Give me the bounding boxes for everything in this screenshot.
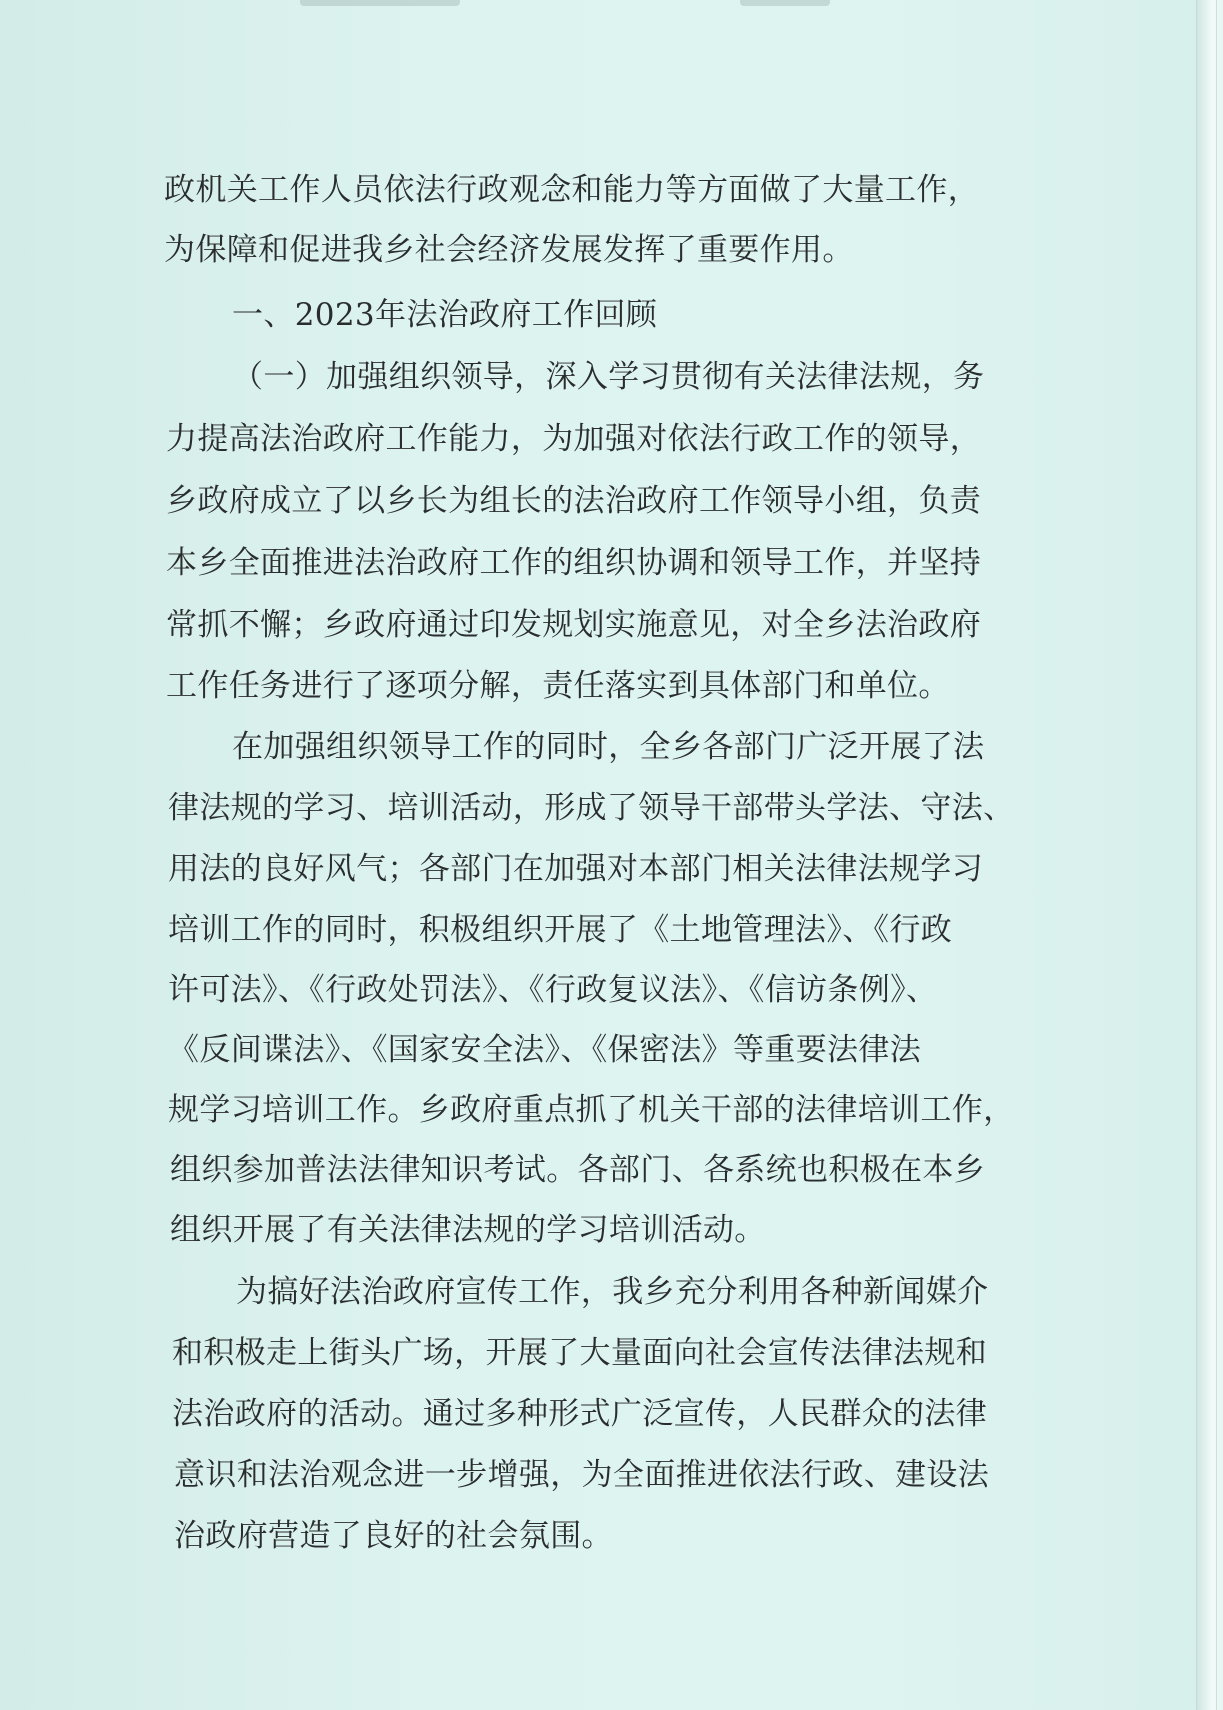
text-line: 和积极走上街头广场，开展了大量面向社会宣传法律法规和 bbox=[172, 1335, 988, 1371]
text-line: 律法规的学习、培训活动，形成了领导干部带头学法、守法、 bbox=[168, 790, 1015, 826]
text-line: 常抓不懈；乡政府通过印发规划实施意见，对全乡法治政府 bbox=[166, 607, 982, 643]
text-line: 乡政府成立了以乡长为组长的法治政府工作领导小组，负责 bbox=[166, 483, 982, 519]
text-line: 用法的良好风气；各部门在加强对本部门相关法律法规学习 bbox=[168, 851, 984, 887]
text-line: 本乡全面推进法治政府工作的组织协调和领导工作，并坚持 bbox=[166, 545, 982, 581]
text-line: 力提高法治政府工作能力，为加强对依法行政工作的领导， bbox=[166, 421, 982, 457]
text-line: 政机关工作人员依法行政观念和能力等方面做了大量工作， bbox=[164, 172, 980, 208]
text-line: 组织参加普法法律知识考试。各部门、各系统也积极在本乡 bbox=[170, 1152, 986, 1188]
text-line: 意识和法治观念进一步增强，为全面推进依法行政、建设法 bbox=[174, 1457, 990, 1493]
subsection-heading: （一）加强组织领导，深入学习贯彻有关法律法规，务 bbox=[232, 359, 985, 395]
text-line: 许可法》、《行政处罚法》、《行政复议法》、《信访条例》、 bbox=[168, 972, 938, 1008]
text-line: 《反间谍法》、《国家安全法》、《保密法》等重要法律法 bbox=[168, 1032, 922, 1068]
text-line: 为保障和促进我乡社会经济发展发挥了重要作用。 bbox=[164, 232, 854, 268]
text-line: 法治政府的活动。通过多种形式广泛宣传，人民群众的法律 bbox=[172, 1396, 988, 1432]
text-line: 组织开展了有关法律法规的学习培训活动。 bbox=[170, 1212, 766, 1248]
text-line: 治政府营造了良好的社会氛围。 bbox=[174, 1518, 613, 1554]
text-line: 工作任务进行了逐项分解，责任落实到具体部门和单位。 bbox=[166, 668, 950, 704]
paragraph-start: 为搞好法治政府宣传工作，我乡充分利用各种新闻媒介 bbox=[236, 1274, 989, 1310]
text-line: 规学习培训工作。乡政府重点抓了机关干部的法律培训工作， bbox=[168, 1092, 1015, 1128]
text-line: 培训工作的同时，积极组织开展了《土地管理法》、《行政 bbox=[168, 912, 953, 948]
paragraph-start: 在加强组织领导工作的同时，全乡各部门广泛开展了法 bbox=[232, 729, 985, 765]
section-heading: 一、2023年法治政府工作回顾 bbox=[232, 297, 658, 333]
